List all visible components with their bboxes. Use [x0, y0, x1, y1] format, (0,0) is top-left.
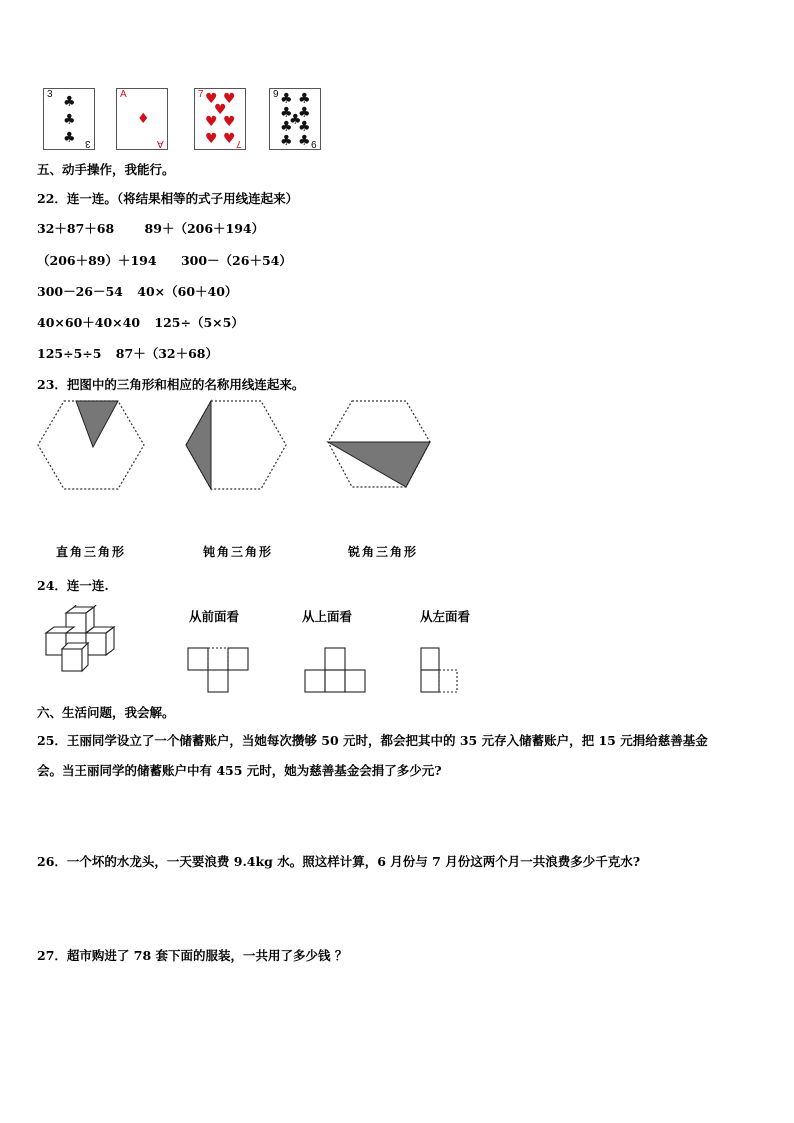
- hexagon-acute-triangle-figure: [328, 401, 430, 487]
- view-label-top: 从上面看: [302, 609, 353, 624]
- heart-icon: ♥: [205, 114, 218, 130]
- club-icon: ♣: [280, 119, 293, 135]
- club-icon: ♣: [280, 91, 293, 107]
- front-view-shape: [188, 648, 248, 692]
- q22-left-expression: 40×60＋40×40: [37, 315, 141, 330]
- card-rank: 7: [198, 89, 204, 100]
- card-rank-inverted: A: [157, 138, 164, 149]
- q25-line-2: 会。当王丽同学的储蓄账户中有 455 元时，她为慈善基金会捐了多少元?: [37, 763, 442, 778]
- q23-title: 23．把图中的三角形和相应的名称用线连起来。: [37, 377, 305, 392]
- club-icon: ♣: [280, 105, 293, 121]
- club-icon: ♣: [63, 130, 76, 146]
- q22-right-expression: 300－（26＋54）: [180, 253, 292, 268]
- label-acute-triangle: 锐角三角形: [348, 545, 419, 559]
- hexagon-right-triangle-figure: [38, 401, 144, 489]
- label-right-triangle: 直角三角形: [56, 545, 127, 559]
- q22-row-2: [37, 251, 292, 269]
- playing-card-ace-diamonds: [116, 88, 168, 150]
- heart-icon: ♥: [223, 91, 236, 107]
- heart-icon: ♥: [205, 91, 218, 107]
- q25-line-1: 25．王丽同学设立了一个储蓄账户，当她每次攒够 50 元时，都会把其中的 35 元存入储蓄账户，把 15 元捐给慈善基金: [37, 733, 708, 748]
- top-view-shape: [305, 648, 365, 692]
- club-icon: ♣: [298, 105, 311, 121]
- club-icon: ♣: [280, 133, 293, 149]
- q22-title: 22．连一连。（将结果相等的式子用线连起来）: [37, 191, 299, 206]
- club-icon: ♣: [298, 91, 311, 107]
- left-view-shape: [421, 648, 457, 692]
- view-outlines: [185, 645, 475, 695]
- cube-stack-figure: [40, 605, 130, 677]
- q22-right-expression: 87＋（32＋68）: [115, 346, 218, 361]
- hexagon-figures: [30, 395, 450, 500]
- view-label-front: 从前面看: [189, 609, 240, 624]
- heart-icon: ♥: [223, 114, 236, 130]
- q22-right-expression: 40×（60＋40）: [137, 284, 238, 299]
- q26-text: 26．一个坏的水龙头，一天要浪费 9.4kg 水。照这样计算，6 月份与 7 月份这两个月一共浪费多少千克水?: [37, 854, 641, 869]
- q22-right-expression: 89＋（206＋194）: [144, 221, 265, 236]
- label-obtuse-triangle: 钝角三角形: [203, 545, 274, 559]
- club-icon: ♣: [298, 133, 311, 149]
- q22-left-expression: 125÷5÷5: [37, 346, 102, 361]
- card-rank: 3: [47, 89, 53, 100]
- q22-left-expression: 300－26－54: [37, 284, 123, 299]
- heart-icon: ♥: [205, 131, 218, 147]
- club-icon: ♣: [63, 94, 76, 110]
- q27-text: 27．超市购进了 78 套下面的服装，一共用了多少钱 ？: [37, 948, 348, 963]
- q22-row-5: [37, 344, 218, 362]
- q24-title: 24．连一连.: [37, 578, 109, 593]
- card-rank-inverted: 7: [236, 138, 242, 149]
- q22-right-expression: 125÷（5×5）: [154, 315, 244, 330]
- hexagon-obtuse-triangle-figure: [186, 401, 286, 489]
- q22-row-3: [37, 282, 237, 300]
- q22-left-expression: （206＋89）＋194: [37, 253, 157, 268]
- section-5-heading: 五、动手操作，我能行。: [37, 162, 175, 177]
- heart-icon: ♥: [223, 131, 236, 147]
- view-label-left: 从左面看: [420, 609, 471, 624]
- club-icon: ♣: [63, 112, 76, 128]
- club-icon: ♣: [289, 112, 302, 128]
- card-rank-inverted: 3: [85, 138, 91, 149]
- card-rank-inverted: 9: [311, 138, 317, 149]
- diamond-icon: ♦: [137, 111, 150, 127]
- q22-left-expression: 32＋87＋68: [37, 221, 115, 236]
- playing-card-3-clubs: [43, 88, 95, 150]
- q22-row-1: [37, 219, 264, 237]
- card-rank: 9: [273, 89, 279, 100]
- playing-card-9-clubs: [269, 88, 321, 150]
- club-icon: ♣: [298, 119, 311, 135]
- heart-icon: ♥: [214, 102, 227, 118]
- section-6-heading: 六、生活问题，我会解。: [37, 705, 175, 720]
- q22-row-4: [37, 313, 244, 331]
- card-rank: A: [120, 89, 127, 100]
- playing-card-7-hearts: [194, 88, 246, 150]
